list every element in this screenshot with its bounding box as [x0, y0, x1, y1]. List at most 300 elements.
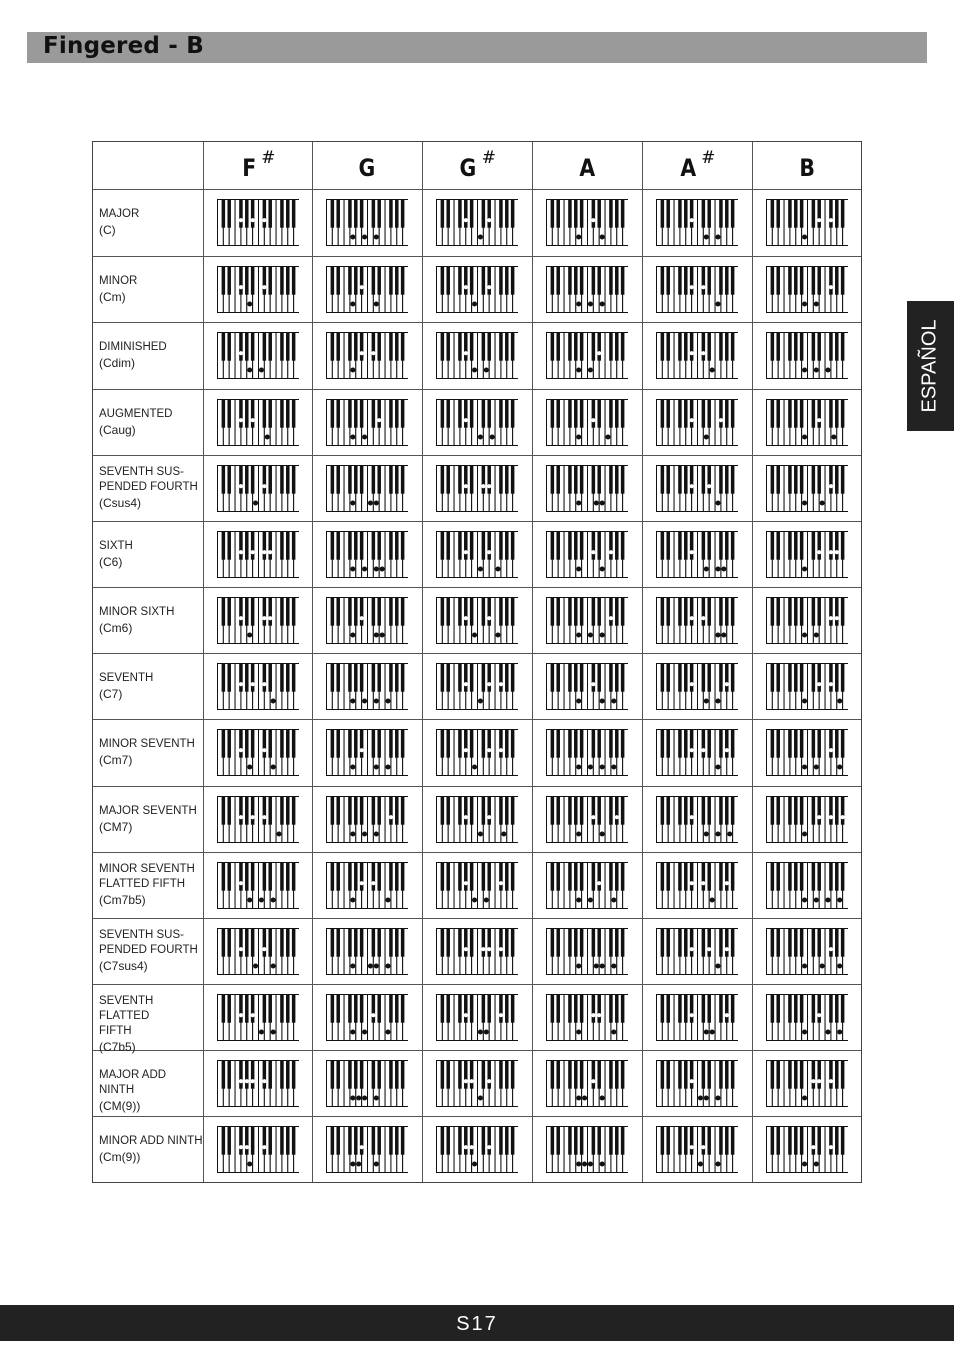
black-key: [458, 928, 462, 956]
black-key: [551, 1126, 555, 1154]
chord-note-dot: [600, 831, 605, 836]
black-key: [250, 730, 254, 758]
black-key: [731, 399, 735, 427]
chord-note-dot: [487, 682, 491, 686]
black-key: [684, 465, 688, 493]
black-key: [268, 796, 272, 824]
chord-note-dot: [690, 947, 694, 951]
black-key: [731, 994, 735, 1022]
chord-note-dot: [704, 434, 709, 439]
black-key: [580, 266, 584, 294]
chord-note-dot: [831, 434, 836, 439]
black-key: [470, 928, 474, 956]
black-key: [505, 796, 509, 824]
column-note: G: [358, 154, 376, 182]
black-key: [239, 994, 243, 1022]
chord-note-dot: [374, 301, 379, 306]
black-key: [794, 1126, 798, 1154]
black-key: [731, 1126, 735, 1154]
black-key: [348, 333, 352, 361]
black-key: [464, 333, 468, 361]
black-key: [817, 730, 821, 758]
black-key: [482, 266, 486, 294]
chord-note-dot: [817, 218, 821, 222]
chord-note-dot: [247, 765, 252, 770]
black-key: [482, 333, 486, 361]
black-key: [487, 266, 491, 294]
chord-note-dot: [690, 748, 694, 752]
black-key: [817, 928, 821, 956]
chord-note-dot: [262, 815, 266, 819]
black-key: [372, 1126, 376, 1154]
black-key: [250, 1060, 254, 1088]
black-key: [291, 928, 295, 956]
chord-note-dot: [374, 963, 379, 968]
chord-note-dot: [238, 815, 242, 819]
chord-symbol: (CM(9)): [99, 1098, 141, 1113]
black-key: [690, 531, 694, 559]
black-key: [499, 862, 503, 890]
chord-note-dot: [360, 881, 364, 885]
chord-note-dot: [594, 500, 599, 505]
black-key: [835, 465, 839, 493]
chord-note-dot: [350, 368, 355, 373]
black-key: [580, 465, 584, 493]
black-key: [684, 1126, 688, 1154]
black-key: [291, 862, 295, 890]
black-key: [221, 796, 225, 824]
black-key: [441, 399, 445, 427]
chord-keyboard-diagram: [766, 663, 848, 710]
black-key: [286, 928, 290, 956]
chord-note-dot: [487, 947, 491, 951]
chord-note-dot: [576, 831, 581, 836]
chord-keyboard-diagram: [326, 266, 408, 313]
black-key: [609, 796, 613, 824]
chord-note-dot: [813, 632, 818, 637]
black-key: [666, 531, 670, 559]
black-key: [678, 730, 682, 758]
column-note: A: [679, 154, 696, 182]
chord-note-dot: [690, 1079, 694, 1083]
chord-keyboard-diagram: [326, 663, 408, 710]
black-key: [666, 663, 670, 691]
black-key: [470, 266, 474, 294]
black-key: [621, 465, 625, 493]
chord-note-dot: [374, 566, 379, 571]
chord-note-dot: [262, 616, 266, 620]
black-key: [348, 597, 352, 625]
black-key: [360, 928, 364, 956]
chord-note-dot: [377, 418, 381, 422]
black-key: [372, 730, 376, 758]
black-key: [482, 200, 486, 228]
black-key: [441, 465, 445, 493]
chord-note-dot: [464, 947, 468, 951]
chord-keyboard-diagram: [546, 1060, 628, 1107]
chord-note-dot: [464, 1079, 468, 1083]
chord-note-dot: [802, 632, 807, 637]
black-key: [336, 465, 340, 493]
black-key: [817, 266, 821, 294]
black-key: [788, 862, 792, 890]
black-key: [286, 399, 290, 427]
language-label: ESPAÑOL: [918, 319, 941, 413]
black-key: [666, 465, 670, 493]
black-key: [817, 994, 821, 1022]
black-key: [719, 862, 723, 890]
black-key: [360, 465, 364, 493]
chord-note-dot: [268, 616, 272, 620]
chord-keyboard-diagram: [656, 531, 738, 578]
black-key: [719, 266, 723, 294]
black-key: [788, 730, 792, 758]
black-key: [250, 1126, 254, 1154]
black-key: [377, 200, 381, 228]
chord-type-label: [99, 1068, 203, 1114]
black-key: [286, 200, 290, 228]
chord-note-dot: [588, 765, 593, 770]
black-key: [684, 663, 688, 691]
chord-type-name: MAJOR: [99, 208, 140, 220]
row-divider: [93, 189, 861, 190]
black-key: [666, 796, 670, 824]
black-key: [511, 465, 515, 493]
black-key: [499, 928, 503, 956]
black-key: [487, 399, 491, 427]
black-key: [286, 994, 290, 1022]
chord-note-dot: [828, 748, 832, 752]
chord-keyboard-diagram: [217, 928, 299, 975]
chord-note-dot: [725, 947, 729, 951]
black-key: [360, 994, 364, 1022]
black-key: [331, 796, 335, 824]
chord-note-dot: [360, 1145, 364, 1149]
black-key: [574, 597, 578, 625]
black-key: [280, 663, 284, 691]
black-key: [505, 862, 509, 890]
black-key: [389, 1060, 393, 1088]
black-key: [470, 1060, 474, 1088]
black-key: [776, 796, 780, 824]
chord-keyboard-diagram: [766, 1060, 848, 1107]
black-key: [377, 663, 381, 691]
black-key: [829, 597, 833, 625]
black-key: [794, 200, 798, 228]
black-key: [731, 531, 735, 559]
black-key: [401, 730, 405, 758]
black-key: [609, 663, 613, 691]
black-key: [446, 730, 450, 758]
black-key: [441, 266, 445, 294]
chord-note-dot: [464, 1145, 468, 1149]
black-key: [609, 928, 613, 956]
chord-note-dot: [258, 368, 263, 373]
chord-note-dot: [487, 1079, 491, 1083]
black-key: [592, 928, 596, 956]
black-key: [707, 1126, 711, 1154]
chord-note-dot: [386, 963, 391, 968]
black-key: [464, 597, 468, 625]
black-key: [592, 994, 596, 1022]
black-key: [227, 333, 231, 361]
black-key: [511, 333, 515, 361]
black-key: [401, 862, 405, 890]
black-key: [556, 663, 560, 691]
black-key: [666, 1126, 670, 1154]
chord-note-dot: [484, 368, 489, 373]
column-header: [203, 142, 313, 189]
chord-note-dot: [828, 218, 832, 222]
chord-note-dot: [609, 616, 613, 620]
chord-note-dot: [250, 218, 254, 222]
black-key: [348, 663, 352, 691]
black-key: [395, 597, 399, 625]
black-key: [817, 1126, 821, 1154]
chord-note-dot: [247, 301, 252, 306]
black-key: [511, 862, 515, 890]
black-key: [811, 862, 815, 890]
black-key: [678, 862, 682, 890]
chord-note-dot: [721, 632, 726, 637]
chord-note-dot: [690, 550, 694, 554]
chord-note-dot: [701, 748, 705, 752]
chord-keyboard-diagram: [436, 332, 518, 379]
black-key: [286, 796, 290, 824]
chord-note-dot: [600, 698, 605, 703]
black-key: [250, 266, 254, 294]
black-key: [702, 399, 706, 427]
black-key: [239, 928, 243, 956]
black-key: [817, 333, 821, 361]
chord-note-dot: [362, 698, 367, 703]
chord-note-dot: [258, 1029, 263, 1034]
black-key: [348, 200, 352, 228]
black-key: [829, 994, 833, 1022]
chord-note-dot: [576, 632, 581, 637]
chord-keyboard-diagram: [766, 597, 848, 644]
black-key: [354, 531, 358, 559]
black-key: [799, 465, 803, 493]
column-note: F: [241, 154, 256, 182]
page-number: S17: [456, 1313, 498, 1335]
chord-keyboard-diagram: [546, 266, 628, 313]
chord-note-dot: [362, 566, 367, 571]
chord-note-dot: [247, 632, 252, 637]
black-key: [499, 531, 503, 559]
chord-type-name: SIXTH: [99, 539, 133, 552]
chord-note-dot: [350, 765, 355, 770]
language-tab: [907, 301, 954, 431]
black-key: [551, 266, 555, 294]
chord-note-dot: [828, 550, 832, 554]
black-key: [389, 531, 393, 559]
black-key: [511, 796, 515, 824]
black-key: [441, 531, 445, 559]
black-key: [690, 1060, 694, 1088]
chord-note-dot: [840, 815, 844, 819]
black-key: [725, 1060, 729, 1088]
black-key: [725, 663, 729, 691]
black-key: [348, 994, 352, 1022]
chord-note-dot: [690, 484, 694, 488]
column-note: G: [459, 154, 477, 182]
black-key: [592, 1060, 596, 1088]
chord-note-dot: [828, 947, 832, 951]
black-key: [829, 333, 833, 361]
black-key: [227, 862, 231, 890]
black-key: [725, 994, 729, 1022]
chord-keyboard-diagram: [326, 1060, 408, 1107]
chord-keyboard-diagram: [546, 994, 628, 1041]
black-key: [464, 994, 468, 1022]
chord-note-dot: [588, 368, 593, 373]
black-key: [250, 597, 254, 625]
black-key: [770, 796, 774, 824]
black-key: [835, 994, 839, 1022]
chord-note-dot: [704, 1029, 709, 1034]
black-key: [505, 1126, 509, 1154]
black-key: [574, 465, 578, 493]
chord-keyboard-diagram: [546, 199, 628, 246]
black-key: [401, 994, 405, 1022]
chord-keyboard-diagram: [326, 399, 408, 446]
black-key: [458, 862, 462, 890]
chord-note-dot: [374, 831, 379, 836]
black-key: [556, 862, 560, 890]
chord-note-dot: [464, 418, 468, 422]
chord-type-label: [99, 928, 203, 974]
black-key: [551, 531, 555, 559]
black-key: [811, 1060, 815, 1088]
chord-note-dot: [262, 285, 266, 289]
black-key: [817, 200, 821, 228]
black-key: [458, 1060, 462, 1088]
chord-note-dot: [802, 1161, 807, 1166]
black-key: [336, 333, 340, 361]
row-divider: [93, 786, 861, 787]
black-key: [817, 465, 821, 493]
black-key: [690, 399, 694, 427]
black-key: [770, 928, 774, 956]
black-key: [511, 399, 515, 427]
black-key: [221, 1126, 225, 1154]
black-key: [441, 333, 445, 361]
black-key: [702, 200, 706, 228]
black-key: [678, 796, 682, 824]
black-key: [776, 928, 780, 956]
black-key: [250, 663, 254, 691]
chord-symbol: (Caug): [99, 422, 136, 437]
black-key: [262, 465, 266, 493]
black-key: [389, 597, 393, 625]
black-key: [354, 266, 358, 294]
chord-keyboard-diagram: [546, 399, 628, 446]
chord-note-dot: [576, 698, 581, 703]
chord-note-dot: [600, 566, 605, 571]
black-key: [580, 399, 584, 427]
chord-keyboard-diagram: [217, 399, 299, 446]
black-key: [446, 1060, 450, 1088]
chord-note-dot: [360, 616, 364, 620]
chord-note-dot: [802, 566, 807, 571]
black-key: [568, 200, 572, 228]
chord-keyboard-diagram: [656, 994, 738, 1041]
black-key: [702, 531, 706, 559]
black-key: [268, 1060, 272, 1088]
chord-note-dot: [600, 500, 605, 505]
black-key: [268, 663, 272, 691]
black-key: [360, 1126, 364, 1154]
black-key: [592, 663, 596, 691]
chord-symbol: (C7b5): [99, 1040, 136, 1054]
black-key: [574, 399, 578, 427]
black-key: [446, 928, 450, 956]
black-key: [684, 399, 688, 427]
black-key: [678, 597, 682, 625]
black-key: [621, 597, 625, 625]
black-key: [684, 200, 688, 228]
black-key: [291, 399, 295, 427]
chord-keyboard-diagram: [656, 796, 738, 843]
black-key: [702, 796, 706, 824]
chord-keyboard-diagram: [766, 332, 848, 379]
black-key: [840, 862, 844, 890]
black-key: [684, 1060, 688, 1088]
black-key: [221, 465, 225, 493]
black-key: [262, 928, 266, 956]
black-key: [551, 730, 555, 758]
black-key: [331, 1060, 335, 1088]
black-key: [609, 1126, 613, 1154]
black-key: [458, 1126, 462, 1154]
black-key: [268, 200, 272, 228]
black-key: [556, 266, 560, 294]
chord-note-dot: [725, 1013, 729, 1017]
black-key: [609, 597, 613, 625]
chord-note-dot: [837, 963, 842, 968]
chord-note-dot: [478, 1029, 483, 1034]
black-key: [286, 1126, 290, 1154]
black-key: [725, 597, 729, 625]
black-key: [568, 333, 572, 361]
column-header: [312, 142, 422, 189]
black-key: [568, 1060, 572, 1088]
black-key: [661, 796, 665, 824]
chord-note-dot: [716, 963, 721, 968]
black-key: [221, 994, 225, 1022]
black-key: [719, 597, 723, 625]
black-key: [227, 796, 231, 824]
black-key: [707, 663, 711, 691]
black-key: [505, 994, 509, 1022]
black-key: [511, 663, 515, 691]
black-key: [788, 994, 792, 1022]
chord-note-dot: [238, 881, 242, 885]
black-key: [458, 266, 462, 294]
chord-note-dot: [828, 285, 832, 289]
chord-note-dot: [716, 1161, 721, 1166]
column-header: [422, 142, 532, 189]
black-key: [389, 1126, 393, 1154]
chord-note-dot: [262, 1079, 266, 1083]
black-key: [401, 928, 405, 956]
black-key: [840, 399, 844, 427]
black-key: [666, 597, 670, 625]
black-key: [551, 465, 555, 493]
black-key: [661, 266, 665, 294]
black-key: [221, 862, 225, 890]
